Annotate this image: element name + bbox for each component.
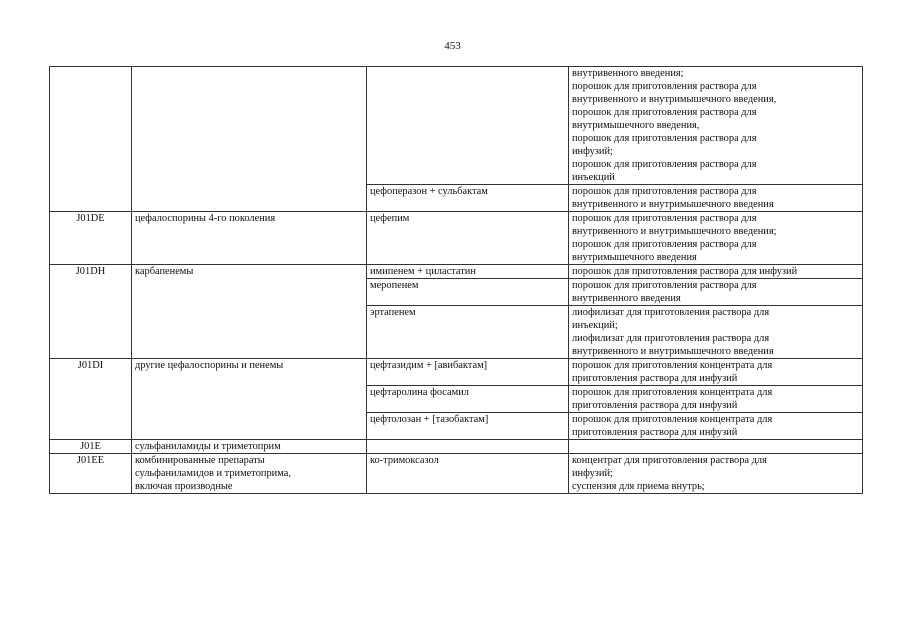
substance-cell: цефтаролина фосамил — [367, 386, 569, 413]
dosage-form-line: внутримышечного введения — [572, 252, 697, 263]
forms-cell — [569, 386, 863, 413]
drug-table — [49, 66, 863, 494]
atc-code-cell: J01DH — [50, 265, 132, 359]
group-cell: сульфаниламиды и триметоприм — [132, 440, 367, 454]
dosage-form-line: порошок для приготовления раствора для — [572, 159, 757, 170]
group-cell: другие цефалоспорины и пенемы — [132, 359, 367, 440]
forms-cell — [569, 265, 863, 279]
dosage-form-line: внутривенного и внутримышечного введения — [572, 346, 774, 357]
dosage-form-line: порошок для приготовления раствора для — [572, 213, 757, 224]
dosage-form-line: суспензия для приема внутрь; — [572, 481, 705, 492]
group-cell: цефалоспорины 4-го поколения — [132, 212, 367, 265]
forms-cell — [569, 440, 863, 454]
atc-code-cell: J01DE — [50, 212, 132, 265]
substance-cell: цефоперазон + сульбактам — [367, 185, 569, 212]
substance-cell: цефтолозан + [тазобактам] — [367, 413, 569, 440]
atc-code-cell: J01EE — [50, 454, 132, 494]
substance-cell: цефепим — [367, 212, 569, 265]
dosage-form-line: порошок для приготовления раствора для инфузий — [572, 266, 798, 277]
dosage-form-line: инъекций; — [572, 320, 618, 331]
substance-cell — [367, 67, 569, 185]
group-line: сульфаниламидов и триметоприма, — [135, 468, 291, 479]
dosage-form-line: внутривенного введения; — [572, 68, 684, 79]
dosage-form-line: порошок для приготовления раствора для — [572, 280, 757, 291]
table-row — [50, 359, 863, 386]
dosage-form-line: инфузий; — [572, 468, 613, 479]
dosage-form-line: инъекций — [572, 172, 615, 183]
dosage-form-line: инфузий; — [572, 146, 613, 157]
forms-cell — [569, 454, 863, 494]
dosage-form-line: внутривенного и внутримышечного введения — [572, 199, 774, 210]
substance-cell: имипенем + циластатин — [367, 265, 569, 279]
dosage-form-line: концентрат для приготовления раствора для — [572, 455, 767, 466]
substance-cell: цефтазидим + [авибактам] — [367, 359, 569, 386]
dosage-form-line: порошок для приготовления концентрата для — [572, 387, 773, 398]
group-cell: карбапенемы — [132, 265, 367, 359]
dosage-form-line: порошок для приготовления раствора для — [572, 107, 757, 118]
dosage-form-line: приготовления раствора для инфузий — [572, 373, 738, 384]
page-number: 453 — [444, 40, 461, 52]
dosage-form-line: порошок для приготовления раствора для — [572, 186, 757, 197]
group-line: включая производные — [135, 481, 233, 492]
dosage-form-line: приготовления раствора для инфузий — [572, 427, 738, 438]
forms-cell — [569, 67, 863, 185]
dosage-form-line: внутривенного и внутримышечного введения, — [572, 94, 777, 105]
substance-cell: ко-тримоксазол — [367, 454, 569, 494]
table-row — [50, 440, 863, 454]
dosage-form-line: порошок для приготовления раствора для — [572, 239, 757, 250]
forms-cell — [569, 306, 863, 359]
forms-cell — [569, 413, 863, 440]
table-row — [50, 265, 863, 279]
dosage-form-line: лиофилизат для приготовления раствора для — [572, 307, 770, 318]
group-line: комбинированные препараты — [135, 455, 265, 466]
dosage-form-line: внутривенного введения — [572, 293, 681, 304]
group-cell — [132, 67, 367, 212]
dosage-form-line: внутримышечного введения, — [572, 120, 700, 131]
atc-code-cell: J01E — [50, 440, 132, 454]
substance-cell — [367, 440, 569, 454]
table-row — [50, 67, 863, 185]
dosage-form-line: порошок для приготовления концентрата для — [572, 414, 773, 425]
substance-cell: меропенем — [367, 279, 569, 306]
forms-cell — [569, 279, 863, 306]
dosage-form-line: лиофилизат для приготовления раствора для — [572, 333, 770, 344]
substance-cell: эртапенем — [367, 306, 569, 359]
dosage-form-line: порошок для приготовления раствора для — [572, 81, 757, 92]
table-row — [50, 454, 863, 494]
forms-cell — [569, 185, 863, 212]
dosage-form-line: внутривенного и внутримышечного введения; — [572, 226, 777, 237]
dosage-form-line: приготовления раствора для инфузий — [572, 400, 738, 411]
atc-code-cell: J01DI — [50, 359, 132, 440]
table-row — [50, 212, 863, 265]
group-cell — [132, 454, 367, 494]
forms-cell — [569, 359, 863, 386]
forms-cell — [569, 212, 863, 265]
dosage-form-line: порошок для приготовления раствора для — [572, 133, 757, 144]
dosage-form-line: порошок для приготовления концентрата для — [572, 360, 773, 371]
atc-code-cell — [50, 67, 132, 212]
